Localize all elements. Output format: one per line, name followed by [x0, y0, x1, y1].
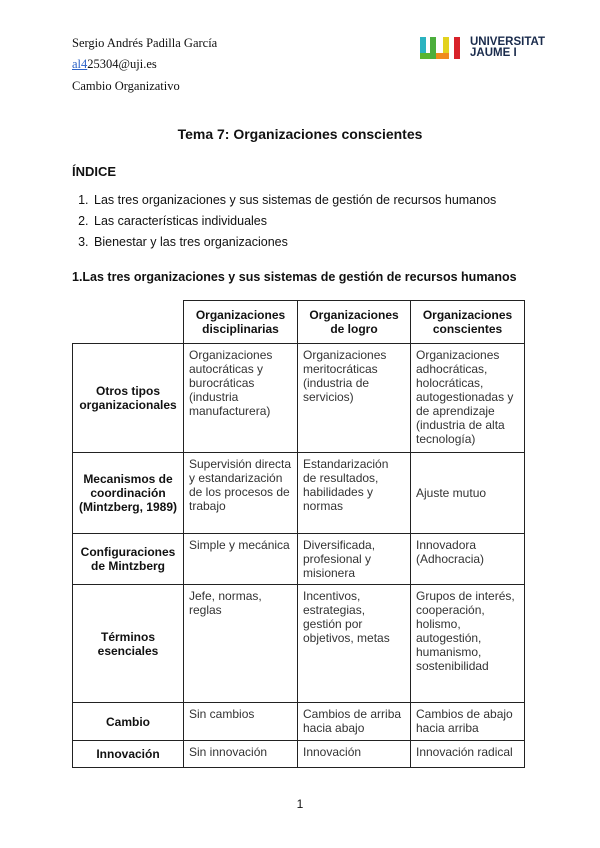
table-cell: Diversificada, profesional y misionera: [298, 534, 411, 585]
table-row: [73, 703, 525, 741]
table-cell: Cambios de arriba hacia abajo: [298, 703, 411, 741]
column-header: Organizaciones disciplinarias: [184, 301, 298, 344]
email-link[interactable]: al4: [72, 57, 88, 71]
table-cell: Jefe, normas, reglas: [184, 585, 298, 703]
table-cell: Innovadora (Adhocracia): [411, 534, 525, 585]
author-name: Sergio Andrés Padilla García: [72, 36, 218, 50]
table-cell: Innovación radical: [411, 741, 525, 768]
row-header: Términos esenciales: [73, 585, 184, 703]
row-header: Mecanismos de coordinación (Mintzberg, 1989): [73, 453, 184, 534]
column-header: Organizaciones de logro: [298, 301, 411, 344]
index-item: 2. Las características individuales: [92, 211, 496, 232]
index-heading: ÍNDICE: [72, 164, 117, 179]
page-number: 1: [296, 797, 304, 811]
table-cell: Sin innovación: [184, 741, 298, 768]
table-cell: Sin cambios: [184, 703, 298, 741]
table-cell: Incentivos, estrategias, gestión por objetivos, metas: [298, 585, 411, 703]
table-cell: Organizaciones autocráticas y burocráticas (industria manufacturera): [184, 344, 298, 453]
index-item: 1. Las tres organizaciones y sus sistemas de gestión de recursos humanos: [92, 190, 496, 211]
row-header: Innovación: [73, 741, 184, 768]
table-cell: Simple y mecánica: [184, 534, 298, 585]
table-row: [73, 585, 525, 703]
table-row: [73, 453, 525, 534]
index-item: 3. Bienestar y las tres organizaciones: [92, 232, 496, 253]
table-cell: Cambios de abajo hacia arriba: [411, 703, 525, 741]
table-cell: Ajuste mutuo: [411, 453, 525, 534]
row-header: Otros tipos organizacionales: [73, 344, 184, 453]
table-cell: Grupos de interés, cooperación, holismo, autogestión, humanismo, sostenibilidad: [411, 585, 525, 703]
table-cell: Organizaciones adhocráticas, holocráticas, autogestionadas y de aprendizaje (industria de alta tecnología): [411, 344, 525, 453]
table-cell: Estandarización de resultados, habilidades y normas: [298, 453, 411, 534]
table-cell: Innovación: [298, 741, 411, 768]
column-header: Organizaciones conscientes: [411, 301, 525, 344]
table-row: [73, 741, 525, 768]
blank-cell: [73, 301, 184, 344]
comparison-table: [72, 300, 525, 768]
table-cell: Supervisión directa y estandarización de los procesos de trabajo: [184, 453, 298, 534]
uji-logo: [420, 37, 545, 59]
section-heading: 1.Las tres organizaciones y sus sistemas de gestión de recursos humanos: [72, 270, 517, 284]
email-rest: 25304@uji.es: [87, 57, 157, 71]
course-name: Cambio Organizativo: [72, 79, 180, 93]
logo-line-2: JAUME I: [470, 47, 517, 59]
table-row: [73, 344, 525, 453]
page-title: Tema 7: Organizaciones conscientes: [177, 126, 423, 142]
row-header: Configuraciones de Mintzberg: [73, 534, 184, 585]
email: [72, 57, 157, 72]
index-list: [72, 190, 496, 253]
table-row: [73, 534, 525, 585]
uji-logo-mark-icon: [420, 37, 464, 59]
table-cell: Organizaciones meritocráticas (industria de servicios): [298, 344, 411, 453]
logo-line-1: UNIVERSITAT: [470, 36, 545, 48]
row-header: Cambio: [73, 703, 184, 741]
